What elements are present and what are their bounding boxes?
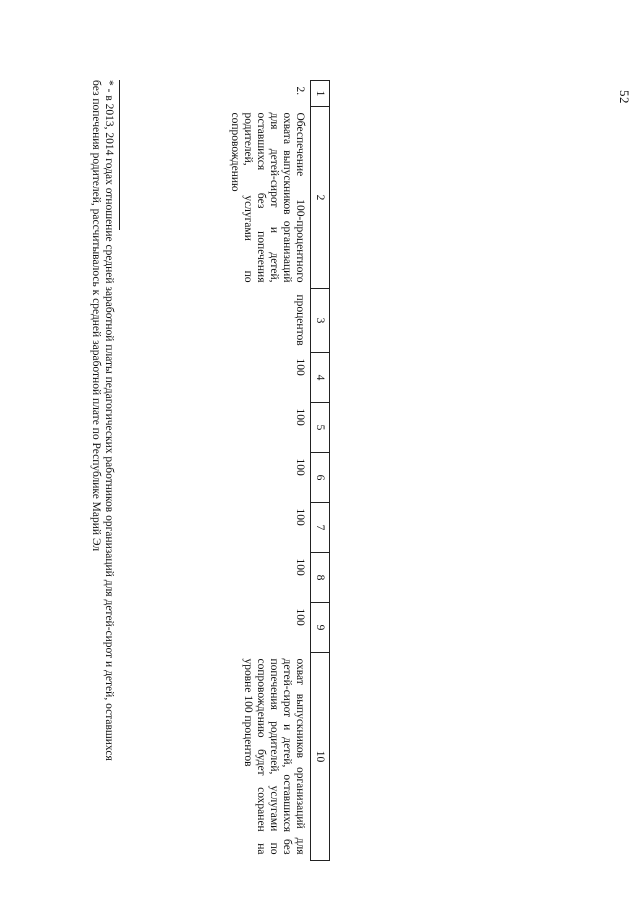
header-row — [311, 81, 330, 861]
col-header-2: 2 — [311, 107, 330, 289]
footnote-line-1: * - в 2013, 2014 годах отношение средней заработной платы педагогических работников организаций для детей-сирот и детей, оставшихся — [103, 80, 115, 761]
col-header-8: 8 — [311, 553, 330, 603]
indicator-text: Обеспечение 100-процентного охвата выпускников организаций для детей-сирот и детей, оставшихся без попечения родителей, услугами по сопровождению — [229, 112, 306, 283]
col-header-4: 4 — [311, 353, 330, 403]
footnote-line-2: без попечения родителей, рассчитывалось к средней заработной плате по Республике Марий Эл — [90, 80, 102, 552]
result-text: охват выпускников организаций для детей-сирот и детей, оставшихся без попечения родителей, услугами по сопровождению будет сохранен на уровне 100 процентов — [242, 658, 306, 855]
col-header-1: 1 — [311, 81, 330, 107]
row-number: 2. — [294, 86, 306, 96]
page-number: 52 — [617, 90, 632, 104]
col-header-7: 7 — [311, 503, 330, 553]
col-header-10: 10 — [311, 653, 330, 861]
unit-cell: процентов — [294, 294, 306, 346]
value-cell-6: 100 — [294, 458, 306, 476]
value-cell-4: 100 — [294, 358, 306, 376]
col-header-3: 3 — [311, 289, 330, 353]
value-cell-5: 100 — [294, 408, 306, 426]
col-header-6: 6 — [311, 453, 330, 503]
indicators-table — [106, 80, 331, 861]
col-header-9: 9 — [311, 603, 330, 653]
value-cell-9: 100 — [294, 608, 306, 626]
col-header-5: 5 — [311, 403, 330, 453]
footnote-divider — [119, 80, 120, 230]
value-cell-8: 100 — [294, 558, 306, 576]
footnote — [89, 80, 115, 860]
value-cell-7: 100 — [294, 508, 306, 526]
rotated-content — [90, 80, 330, 860]
table-row — [106, 81, 311, 861]
